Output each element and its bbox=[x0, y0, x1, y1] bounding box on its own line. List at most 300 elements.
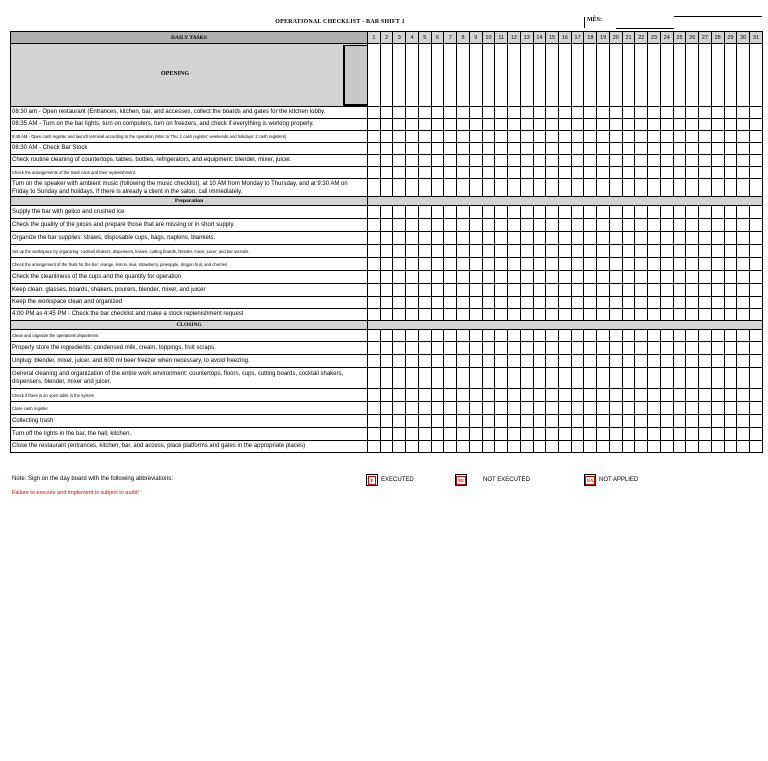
day-cell[interactable] bbox=[660, 258, 673, 271]
day-cell[interactable] bbox=[418, 297, 431, 309]
day-cell[interactable] bbox=[750, 415, 763, 428]
day-cell[interactable] bbox=[546, 309, 559, 321]
day-cell[interactable] bbox=[406, 107, 419, 119]
day-cell[interactable] bbox=[597, 428, 610, 441]
day-cell[interactable] bbox=[711, 330, 724, 342]
day-cell[interactable] bbox=[520, 309, 533, 321]
day-cell[interactable] bbox=[368, 167, 381, 179]
day-cell[interactable] bbox=[635, 119, 648, 131]
day-cell[interactable] bbox=[609, 342, 622, 355]
day-cell[interactable] bbox=[750, 441, 763, 453]
day-cell[interactable] bbox=[711, 232, 724, 245]
day-cell[interactable] bbox=[737, 107, 750, 119]
day-cell[interactable] bbox=[699, 119, 712, 131]
day-cell[interactable] bbox=[546, 330, 559, 342]
day-cell[interactable] bbox=[457, 143, 470, 155]
day-cell[interactable] bbox=[699, 179, 712, 197]
day-cell[interactable] bbox=[584, 368, 597, 389]
day-cell[interactable] bbox=[571, 44, 584, 107]
day-cell[interactable] bbox=[660, 284, 673, 297]
day-cell[interactable] bbox=[724, 297, 737, 309]
day-cell[interactable] bbox=[648, 107, 661, 119]
day-cell[interactable] bbox=[546, 143, 559, 155]
day-cell[interactable] bbox=[457, 258, 470, 271]
day-cell[interactable] bbox=[609, 206, 622, 219]
day-cell[interactable] bbox=[660, 389, 673, 402]
day-cell[interactable] bbox=[431, 232, 444, 245]
day-cell[interactable] bbox=[597, 258, 610, 271]
day-cell[interactable] bbox=[368, 342, 381, 355]
day-cell[interactable] bbox=[380, 389, 393, 402]
day-cell[interactable] bbox=[635, 155, 648, 167]
day-cell[interactable] bbox=[406, 143, 419, 155]
day-cell[interactable] bbox=[368, 155, 381, 167]
day-cell[interactable] bbox=[457, 271, 470, 284]
day-cell[interactable] bbox=[546, 232, 559, 245]
day-cell[interactable] bbox=[495, 297, 508, 309]
day-cell[interactable] bbox=[711, 389, 724, 402]
day-cell[interactable] bbox=[406, 428, 419, 441]
day-cell[interactable] bbox=[711, 119, 724, 131]
day-cell[interactable] bbox=[444, 309, 457, 321]
day-cell[interactable] bbox=[469, 415, 482, 428]
day-cell[interactable] bbox=[393, 355, 406, 368]
day-cell[interactable] bbox=[469, 119, 482, 131]
day-cell[interactable] bbox=[393, 258, 406, 271]
day-cell[interactable] bbox=[559, 389, 572, 402]
day-cell[interactable] bbox=[673, 330, 686, 342]
day-cell[interactable] bbox=[571, 232, 584, 245]
day-cell[interactable] bbox=[508, 131, 521, 143]
day-cell[interactable] bbox=[482, 368, 495, 389]
day-cell[interactable] bbox=[648, 167, 661, 179]
day-cell[interactable] bbox=[686, 342, 699, 355]
day-cell[interactable] bbox=[520, 297, 533, 309]
day-cell[interactable] bbox=[699, 232, 712, 245]
day-cell[interactable] bbox=[418, 389, 431, 402]
day-cell[interactable] bbox=[457, 428, 470, 441]
day-cell[interactable] bbox=[418, 368, 431, 389]
day-cell[interactable] bbox=[584, 297, 597, 309]
day-cell[interactable] bbox=[648, 284, 661, 297]
day-cell[interactable] bbox=[686, 355, 699, 368]
day-cell[interactable] bbox=[699, 143, 712, 155]
day-cell[interactable] bbox=[750, 167, 763, 179]
day-cell[interactable] bbox=[559, 119, 572, 131]
day-cell[interactable] bbox=[406, 155, 419, 167]
day-cell[interactable] bbox=[406, 355, 419, 368]
day-cell[interactable] bbox=[559, 44, 572, 107]
day-cell[interactable] bbox=[597, 389, 610, 402]
day-cell[interactable] bbox=[406, 271, 419, 284]
day-cell[interactable] bbox=[622, 179, 635, 197]
day-cell[interactable] bbox=[546, 389, 559, 402]
day-cell[interactable] bbox=[469, 232, 482, 245]
day-cell[interactable] bbox=[571, 389, 584, 402]
day-cell[interactable] bbox=[469, 402, 482, 415]
day-cell[interactable] bbox=[711, 155, 724, 167]
day-cell[interactable] bbox=[469, 355, 482, 368]
day-cell[interactable] bbox=[609, 143, 622, 155]
day-cell[interactable] bbox=[431, 245, 444, 258]
day-cell[interactable] bbox=[520, 232, 533, 245]
day-cell[interactable] bbox=[380, 297, 393, 309]
day-cell[interactable] bbox=[597, 309, 610, 321]
day-cell[interactable] bbox=[648, 271, 661, 284]
day-cell[interactable] bbox=[635, 143, 648, 155]
day-cell[interactable] bbox=[559, 245, 572, 258]
day-cell[interactable] bbox=[495, 179, 508, 197]
day-cell[interactable] bbox=[686, 179, 699, 197]
day-cell[interactable] bbox=[584, 309, 597, 321]
day-cell[interactable] bbox=[533, 428, 546, 441]
day-cell[interactable] bbox=[737, 258, 750, 271]
day-cell[interactable] bbox=[520, 258, 533, 271]
day-cell[interactable] bbox=[686, 402, 699, 415]
day-cell[interactable] bbox=[597, 232, 610, 245]
day-cell[interactable] bbox=[660, 271, 673, 284]
day-cell[interactable] bbox=[495, 107, 508, 119]
day-cell[interactable] bbox=[609, 415, 622, 428]
day-cell[interactable] bbox=[418, 415, 431, 428]
day-cell[interactable] bbox=[571, 284, 584, 297]
day-cell[interactable] bbox=[520, 44, 533, 107]
day-cell[interactable] bbox=[406, 167, 419, 179]
day-cell[interactable] bbox=[571, 155, 584, 167]
day-cell[interactable] bbox=[368, 219, 381, 232]
day-cell[interactable] bbox=[673, 119, 686, 131]
day-cell[interactable] bbox=[495, 415, 508, 428]
day-cell[interactable] bbox=[686, 428, 699, 441]
day-cell[interactable] bbox=[622, 232, 635, 245]
day-cell[interactable] bbox=[648, 428, 661, 441]
day-cell[interactable] bbox=[622, 368, 635, 389]
day-cell[interactable] bbox=[699, 245, 712, 258]
day-cell[interactable] bbox=[444, 415, 457, 428]
day-cell[interactable] bbox=[380, 107, 393, 119]
day-cell[interactable] bbox=[508, 355, 521, 368]
day-cell[interactable] bbox=[635, 309, 648, 321]
day-cell[interactable] bbox=[520, 143, 533, 155]
day-cell[interactable] bbox=[559, 232, 572, 245]
day-cell[interactable] bbox=[750, 297, 763, 309]
day-cell[interactable] bbox=[571, 355, 584, 368]
day-cell[interactable] bbox=[699, 284, 712, 297]
day-cell[interactable] bbox=[660, 245, 673, 258]
day-cell[interactable] bbox=[724, 119, 737, 131]
day-cell[interactable] bbox=[508, 107, 521, 119]
day-cell[interactable] bbox=[559, 206, 572, 219]
day-cell[interactable] bbox=[686, 119, 699, 131]
day-cell[interactable] bbox=[686, 389, 699, 402]
day-cell[interactable] bbox=[660, 441, 673, 453]
day-cell[interactable] bbox=[597, 219, 610, 232]
month-field[interactable] bbox=[584, 16, 762, 28]
day-cell[interactable] bbox=[724, 107, 737, 119]
day-cell[interactable] bbox=[418, 245, 431, 258]
day-cell[interactable] bbox=[635, 271, 648, 284]
day-cell[interactable] bbox=[584, 167, 597, 179]
day-cell[interactable] bbox=[699, 355, 712, 368]
day-cell[interactable] bbox=[368, 131, 381, 143]
day-cell[interactable] bbox=[469, 342, 482, 355]
day-cell[interactable] bbox=[444, 297, 457, 309]
day-cell[interactable] bbox=[648, 44, 661, 107]
day-cell[interactable] bbox=[711, 355, 724, 368]
day-cell[interactable] bbox=[482, 389, 495, 402]
day-cell[interactable] bbox=[648, 441, 661, 453]
day-cell[interactable] bbox=[622, 44, 635, 107]
day-cell[interactable] bbox=[533, 245, 546, 258]
day-cell[interactable] bbox=[482, 355, 495, 368]
day-cell[interactable] bbox=[609, 119, 622, 131]
day-cell[interactable] bbox=[533, 309, 546, 321]
day-cell[interactable] bbox=[750, 206, 763, 219]
day-cell[interactable] bbox=[584, 284, 597, 297]
day-cell[interactable] bbox=[431, 119, 444, 131]
day-cell[interactable] bbox=[724, 368, 737, 389]
day-cell[interactable] bbox=[699, 415, 712, 428]
day-cell[interactable] bbox=[622, 143, 635, 155]
day-cell[interactable] bbox=[482, 309, 495, 321]
day-cell[interactable] bbox=[737, 428, 750, 441]
day-cell[interactable] bbox=[431, 389, 444, 402]
day-cell[interactable] bbox=[584, 179, 597, 197]
day-cell[interactable] bbox=[431, 368, 444, 389]
day-cell[interactable] bbox=[660, 330, 673, 342]
day-cell[interactable] bbox=[546, 44, 559, 107]
day-cell[interactable] bbox=[673, 44, 686, 107]
day-cell[interactable] bbox=[495, 402, 508, 415]
day-cell[interactable] bbox=[737, 245, 750, 258]
day-cell[interactable] bbox=[368, 179, 381, 197]
day-cell[interactable] bbox=[635, 232, 648, 245]
day-cell[interactable] bbox=[368, 415, 381, 428]
day-cell[interactable] bbox=[380, 368, 393, 389]
day-cell[interactable] bbox=[737, 330, 750, 342]
day-cell[interactable] bbox=[508, 284, 521, 297]
day-cell[interactable] bbox=[750, 119, 763, 131]
day-cell[interactable] bbox=[482, 131, 495, 143]
day-cell[interactable] bbox=[495, 206, 508, 219]
day-cell[interactable] bbox=[393, 284, 406, 297]
day-cell[interactable] bbox=[469, 284, 482, 297]
day-cell[interactable] bbox=[750, 284, 763, 297]
day-cell[interactable] bbox=[546, 441, 559, 453]
day-cell[interactable] bbox=[457, 206, 470, 219]
day-cell[interactable] bbox=[508, 342, 521, 355]
day-cell[interactable] bbox=[711, 441, 724, 453]
day-cell[interactable] bbox=[393, 131, 406, 143]
day-cell[interactable] bbox=[457, 330, 470, 342]
day-cell[interactable] bbox=[495, 219, 508, 232]
day-cell[interactable] bbox=[673, 309, 686, 321]
day-cell[interactable] bbox=[457, 342, 470, 355]
day-cell[interactable] bbox=[406, 297, 419, 309]
day-cell[interactable] bbox=[393, 342, 406, 355]
day-cell[interactable] bbox=[724, 179, 737, 197]
day-cell[interactable] bbox=[444, 258, 457, 271]
day-cell[interactable] bbox=[711, 309, 724, 321]
day-cell[interactable] bbox=[737, 297, 750, 309]
day-cell[interactable] bbox=[635, 219, 648, 232]
day-cell[interactable] bbox=[368, 206, 381, 219]
day-cell[interactable] bbox=[444, 119, 457, 131]
day-cell[interactable] bbox=[673, 206, 686, 219]
day-cell[interactable] bbox=[368, 389, 381, 402]
day-cell[interactable] bbox=[635, 258, 648, 271]
day-cell[interactable] bbox=[737, 284, 750, 297]
day-cell[interactable] bbox=[495, 143, 508, 155]
day-cell[interactable] bbox=[673, 179, 686, 197]
day-cell[interactable] bbox=[673, 167, 686, 179]
day-cell[interactable] bbox=[393, 389, 406, 402]
day-cell[interactable] bbox=[380, 441, 393, 453]
day-cell[interactable] bbox=[622, 330, 635, 342]
day-cell[interactable] bbox=[609, 355, 622, 368]
day-cell[interactable] bbox=[635, 402, 648, 415]
day-cell[interactable] bbox=[457, 44, 470, 107]
day-cell[interactable] bbox=[660, 368, 673, 389]
day-cell[interactable] bbox=[520, 368, 533, 389]
day-cell[interactable] bbox=[418, 167, 431, 179]
day-cell[interactable] bbox=[559, 167, 572, 179]
day-cell[interactable] bbox=[584, 155, 597, 167]
day-cell[interactable] bbox=[393, 297, 406, 309]
day-cell[interactable] bbox=[469, 245, 482, 258]
day-cell[interactable] bbox=[406, 245, 419, 258]
day-cell[interactable] bbox=[418, 441, 431, 453]
day-cell[interactable] bbox=[469, 309, 482, 321]
day-cell[interactable] bbox=[648, 143, 661, 155]
day-cell[interactable] bbox=[711, 245, 724, 258]
day-cell[interactable] bbox=[482, 167, 495, 179]
day-cell[interactable] bbox=[711, 167, 724, 179]
day-cell[interactable] bbox=[724, 428, 737, 441]
day-cell[interactable] bbox=[724, 143, 737, 155]
day-cell[interactable] bbox=[609, 232, 622, 245]
day-cell[interactable] bbox=[457, 219, 470, 232]
day-cell[interactable] bbox=[622, 441, 635, 453]
day-cell[interactable] bbox=[444, 342, 457, 355]
day-cell[interactable] bbox=[559, 219, 572, 232]
day-cell[interactable] bbox=[737, 232, 750, 245]
day-cell[interactable] bbox=[737, 368, 750, 389]
day-cell[interactable] bbox=[750, 309, 763, 321]
day-cell[interactable] bbox=[495, 131, 508, 143]
day-cell[interactable] bbox=[737, 179, 750, 197]
day-cell[interactable] bbox=[597, 297, 610, 309]
day-cell[interactable] bbox=[597, 179, 610, 197]
day-cell[interactable] bbox=[571, 245, 584, 258]
day-cell[interactable] bbox=[457, 415, 470, 428]
day-cell[interactable] bbox=[584, 342, 597, 355]
day-cell[interactable] bbox=[431, 44, 444, 107]
day-cell[interactable] bbox=[673, 271, 686, 284]
day-cell[interactable] bbox=[546, 179, 559, 197]
day-cell[interactable] bbox=[546, 245, 559, 258]
day-cell[interactable] bbox=[495, 330, 508, 342]
day-cell[interactable] bbox=[393, 143, 406, 155]
day-cell[interactable] bbox=[533, 258, 546, 271]
day-cell[interactable] bbox=[622, 389, 635, 402]
day-cell[interactable] bbox=[482, 441, 495, 453]
day-cell[interactable] bbox=[648, 131, 661, 143]
day-cell[interactable] bbox=[457, 355, 470, 368]
day-cell[interactable] bbox=[609, 428, 622, 441]
day-cell[interactable] bbox=[699, 297, 712, 309]
day-cell[interactable] bbox=[444, 167, 457, 179]
day-cell[interactable] bbox=[495, 258, 508, 271]
day-cell[interactable] bbox=[686, 330, 699, 342]
day-cell[interactable] bbox=[673, 131, 686, 143]
day-cell[interactable] bbox=[737, 309, 750, 321]
day-cell[interactable] bbox=[546, 342, 559, 355]
day-cell[interactable] bbox=[609, 271, 622, 284]
day-cell[interactable] bbox=[559, 415, 572, 428]
day-cell[interactable] bbox=[597, 107, 610, 119]
day-cell[interactable] bbox=[635, 107, 648, 119]
day-cell[interactable] bbox=[393, 206, 406, 219]
day-cell[interactable] bbox=[418, 131, 431, 143]
day-cell[interactable] bbox=[546, 155, 559, 167]
day-cell[interactable] bbox=[750, 389, 763, 402]
day-cell[interactable] bbox=[724, 44, 737, 107]
day-cell[interactable] bbox=[559, 368, 572, 389]
day-cell[interactable] bbox=[546, 355, 559, 368]
day-cell[interactable] bbox=[622, 245, 635, 258]
day-cell[interactable] bbox=[622, 206, 635, 219]
day-cell[interactable] bbox=[635, 206, 648, 219]
day-cell[interactable] bbox=[482, 155, 495, 167]
day-cell[interactable] bbox=[520, 415, 533, 428]
day-cell[interactable] bbox=[724, 342, 737, 355]
day-cell[interactable] bbox=[508, 309, 521, 321]
day-cell[interactable] bbox=[406, 309, 419, 321]
day-cell[interactable] bbox=[635, 131, 648, 143]
day-cell[interactable] bbox=[622, 355, 635, 368]
day-cell[interactable] bbox=[520, 342, 533, 355]
day-cell[interactable] bbox=[724, 389, 737, 402]
day-cell[interactable] bbox=[533, 143, 546, 155]
day-cell[interactable] bbox=[457, 441, 470, 453]
day-cell[interactable] bbox=[584, 402, 597, 415]
day-cell[interactable] bbox=[648, 389, 661, 402]
day-cell[interactable] bbox=[635, 297, 648, 309]
day-cell[interactable] bbox=[571, 179, 584, 197]
day-cell[interactable] bbox=[635, 330, 648, 342]
day-cell[interactable] bbox=[609, 107, 622, 119]
day-cell[interactable] bbox=[418, 44, 431, 107]
day-cell[interactable] bbox=[737, 415, 750, 428]
day-cell[interactable] bbox=[520, 155, 533, 167]
day-cell[interactable] bbox=[686, 219, 699, 232]
day-cell[interactable] bbox=[380, 415, 393, 428]
day-cell[interactable] bbox=[508, 389, 521, 402]
day-cell[interactable] bbox=[686, 245, 699, 258]
day-cell[interactable] bbox=[635, 415, 648, 428]
day-cell[interactable] bbox=[609, 219, 622, 232]
day-cell[interactable] bbox=[368, 402, 381, 415]
day-cell[interactable] bbox=[393, 219, 406, 232]
day-cell[interactable] bbox=[584, 355, 597, 368]
day-cell[interactable] bbox=[584, 219, 597, 232]
day-cell[interactable] bbox=[648, 402, 661, 415]
day-cell[interactable] bbox=[482, 219, 495, 232]
day-cell[interactable] bbox=[660, 119, 673, 131]
day-cell[interactable] bbox=[571, 219, 584, 232]
day-cell[interactable] bbox=[431, 107, 444, 119]
